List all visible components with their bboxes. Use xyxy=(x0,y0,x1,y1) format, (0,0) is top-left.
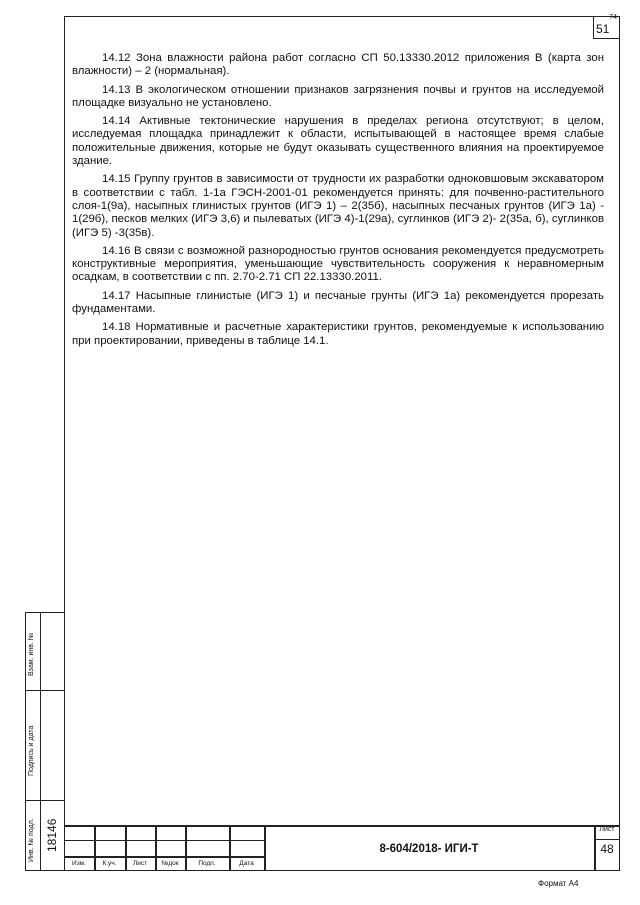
paragraph-14-14: 14.14 Активные тектонические нарушения в пределах региона отсутствуют; в целом, исследуемая площадка принадлежит к области, испытывающей в настоящее время слабые положительные движения, которые не будут оказывать существенного влияния на проектируемое здание. xyxy=(72,115,604,168)
sidebar-label-inv: Инв. № подл. xyxy=(28,818,35,862)
title-block xyxy=(64,825,620,871)
corner-page-box xyxy=(593,14,619,39)
paragraph-14-12: 14.12 Зона влажности района работ согласно СП 50.13330.2012 приложения В (карта зон влажности) – 2 (нормальная). xyxy=(72,52,604,78)
sheet-label: Лист xyxy=(599,826,615,833)
inventory-number: 18146 xyxy=(45,818,59,852)
stamp-header-data: Дата xyxy=(239,860,254,867)
sheet-divider-line xyxy=(594,839,620,840)
corner-superscript: 74 xyxy=(609,14,617,21)
format-label: Формат А4 xyxy=(538,879,579,888)
sidebar-divider xyxy=(25,800,65,801)
sidebar-divider xyxy=(25,690,65,691)
stamp-header-izm: Изм. xyxy=(72,860,86,867)
paragraph-14-18: 14.18 Нормативные и расчетные характеристики грунтов, рекомендуемые к использованию при проектировании, приведены в таблице 14.1. xyxy=(72,321,604,347)
paragraph-14-16: 14.16 В связи с возможной разнородностью грунтов основания рекомендуется предусмотреть конструктивные мероприятия, уменьшающие чувствительность сооружения к неравномерным осадкам, в соответствии с пп. 2.70-2.71 СП 22.13330.2011. xyxy=(72,244,604,284)
sidebar-label-podpis: Подпись и дата xyxy=(28,725,35,776)
paragraph-14-17: 14.17 Насыпные глинистые (ИГЭ 1) и песчаные грунты (ИГЭ 1а) рекомендуется прорезать фундаментами. xyxy=(72,289,604,316)
stamp-header-list: Лист xyxy=(132,860,148,867)
stamp-top-line xyxy=(64,825,620,827)
stamp-header-podp: Подп. xyxy=(198,860,216,867)
document-code: 8-604/2018- ИГИ-Т xyxy=(379,843,479,855)
paragraph-14-13: 14.13 В экологическом отношении признаков загрязнения почвы и грунтов на исследуемой площадке визуально не установлено. xyxy=(72,83,604,109)
paragraph-14-15: 14.15 Группу грунтов в зависимости от трудности их разработки одноковшовым экскаватором в соответствии с табл. 1-1а ГЭСН-2001-01 рекомендуется принять: для почвенно-растительного слоя-1(9а), насыпных глинистых грунтов (ИГЭ 1) – 2(35б), насыпных песчаных грунтов (ИГЭ 1а) - 1(29б), песков мелких (ИГЭ 3,6) и пылеватых (ИГЭ 4)-1(29а), суглинков (ИГЭ 2)- 2(35а, б), суглинков (ИГЭ 5) -3(35в). xyxy=(72,173,604,239)
corner-page-number: 51 xyxy=(596,22,610,36)
sidebar-label-vzam: Взам. инв. № xyxy=(28,632,35,676)
stamp-header-ndok: №док xyxy=(161,860,179,867)
sheet-number: 48 xyxy=(600,842,614,856)
document-body xyxy=(72,52,604,353)
left-stamp-sidebar xyxy=(25,612,65,871)
stamp-header-kuch: К.уч. xyxy=(102,860,117,867)
